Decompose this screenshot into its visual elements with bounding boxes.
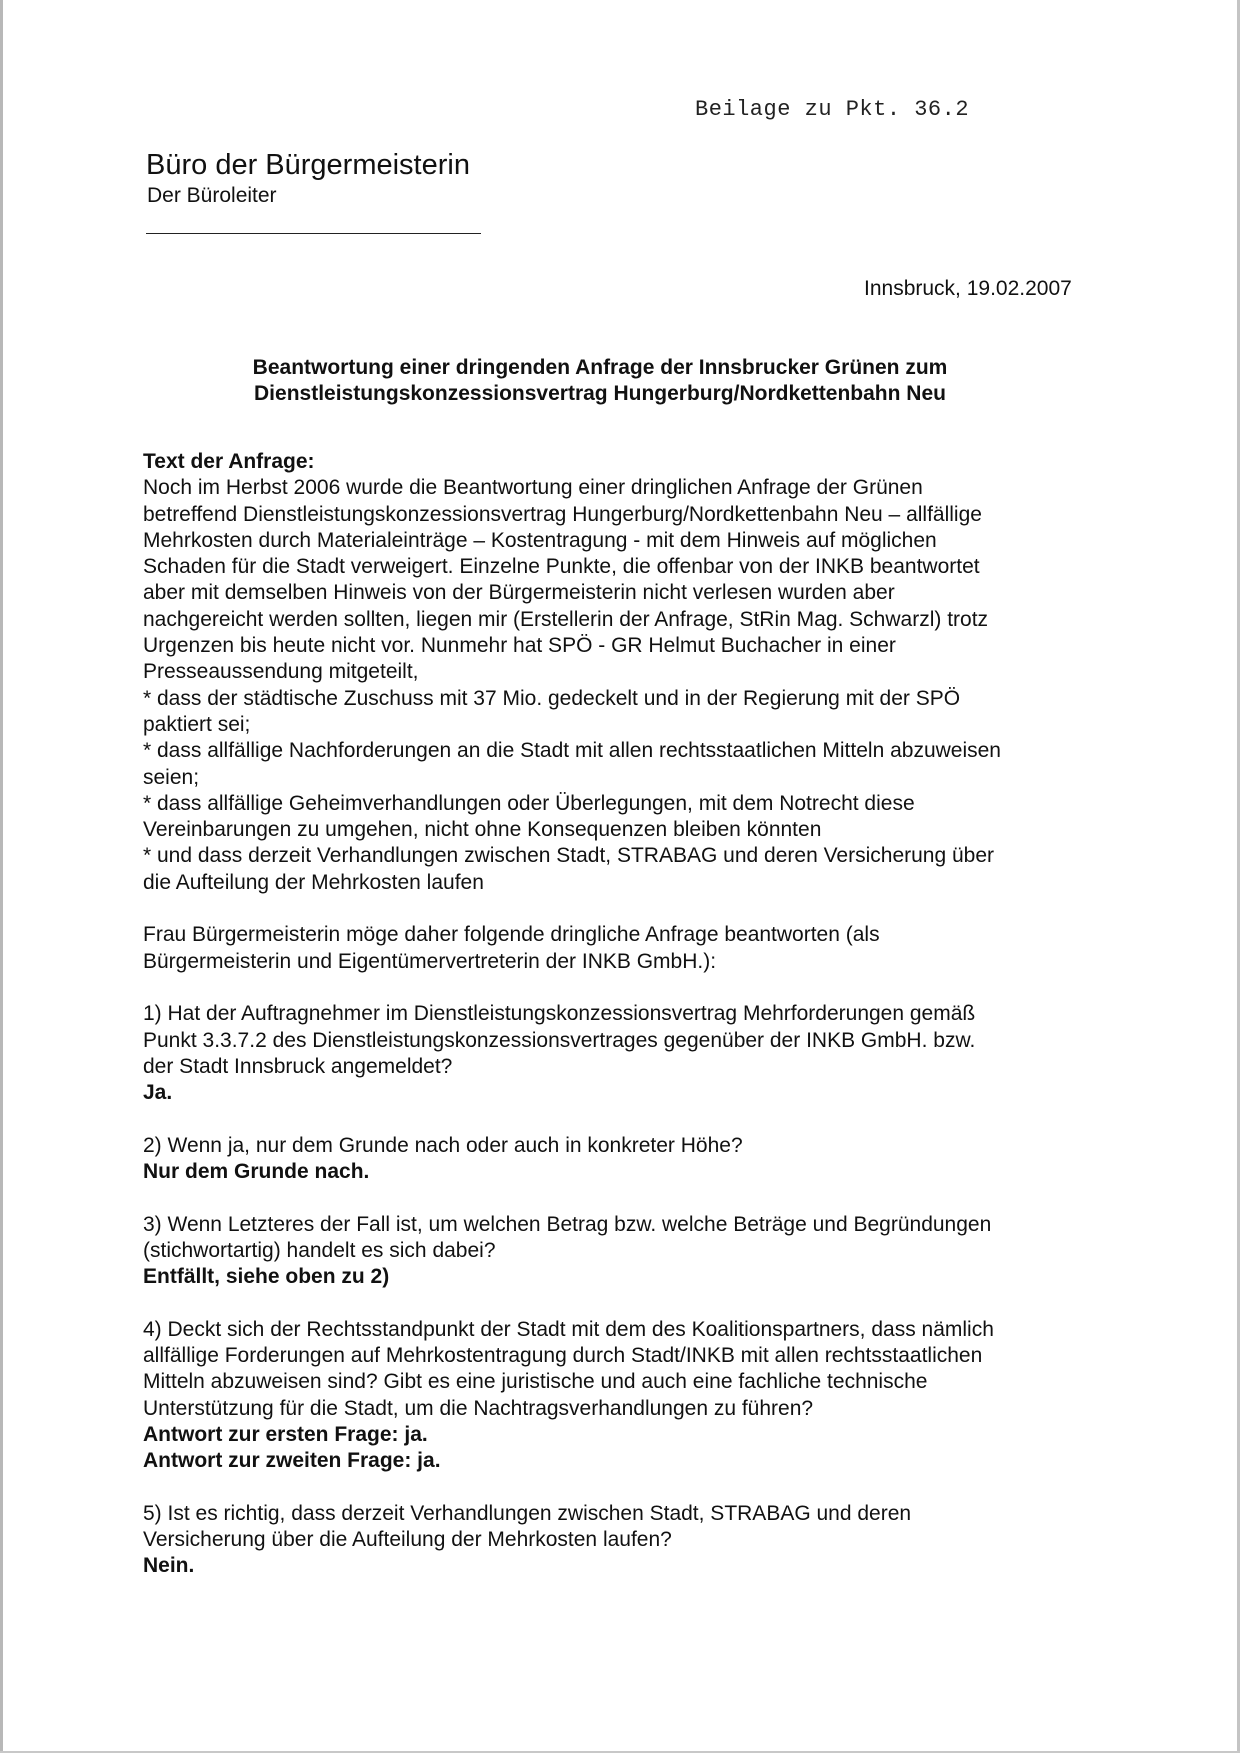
request-line: nachgereicht werden sollten, liegen mir (Erstellerin der Anfrage, StRin Mag. Schwarzl) trotz bbox=[143, 607, 989, 631]
question-line: (stichwortartig) handelt es sich dabei? bbox=[143, 1238, 496, 1262]
question-5 bbox=[143, 1501, 1143, 1580]
request-line: * dass allfällige Geheimverhandlungen oder Überlegungen, mit dem Notrecht diese bbox=[143, 791, 915, 815]
request-line: Mehrkosten durch Materialeinträge – Kostentragung - mit dem Hinweis auf möglichen bbox=[143, 528, 937, 552]
answer: Ja. bbox=[143, 1081, 173, 1105]
question-3 bbox=[143, 1212, 1143, 1291]
question-line: Punkt 3.3.7.2 des Dienstleistungskonzessionsvertrages gegenüber der INKB GmbH. bzw. bbox=[143, 1028, 976, 1052]
request-line: betreffend Dienstleistungskonzessionsvertrag Hungerburg/Nordkettenbahn Neu – allfällige bbox=[143, 502, 982, 526]
office-subtitle: Der Büroleiter bbox=[147, 184, 277, 207]
spacer bbox=[143, 1106, 1143, 1132]
signature-rule bbox=[146, 233, 481, 234]
spacer bbox=[143, 1291, 1143, 1317]
spacer bbox=[143, 1475, 1143, 1501]
request-line: Schaden für die Stadt verweigert. Einzelne Punkte, die offenbar von der INKB beantwortet bbox=[143, 555, 980, 579]
question-line: 5) Ist es richtig, dass derzeit Verhandlungen zwischen Stadt, STRABAG und deren bbox=[143, 1501, 912, 1525]
scan-edge-left bbox=[0, 0, 3, 1753]
question-line: 1) Hat der Auftragnehmer im Dienstleistungskonzessionsvertrag Mehrforderungen gemäß bbox=[143, 1002, 976, 1026]
request-line: * dass der städtische Zuschuss mit 37 Mio. gedeckelt und in der Regierung mit der SPÖ bbox=[143, 686, 961, 710]
intro-paragraph bbox=[143, 922, 1143, 975]
request-line: * und dass derzeit Verhandlungen zwischen Stadt, STRABAG und deren Versicherung über bbox=[143, 844, 995, 868]
document-title bbox=[200, 355, 1000, 407]
question-line: 2) Wenn ja, nur dem Grunde nach oder auch in konkreter Höhe? bbox=[143, 1133, 743, 1157]
question-line: allfällige Forderungen auf Mehrkostentragung durch Stadt/INKB mit allen rechtsstaatlichen bbox=[143, 1344, 983, 1368]
question-line: der Stadt Innsbruck angemeldet? bbox=[143, 1054, 453, 1078]
spacer bbox=[143, 1185, 1143, 1211]
request-line: paktiert sei; bbox=[143, 712, 251, 736]
request-line: * dass allfällige Nachforderungen an die Stadt mit allen rechtsstaatlichen Mitteln abzuweisen bbox=[143, 739, 1001, 763]
question-1 bbox=[143, 1001, 1143, 1106]
spacer bbox=[143, 896, 1143, 922]
request-heading: Text der Anfrage: bbox=[143, 450, 315, 473]
question-line: 4) Deckt sich der Rechtsstandpunkt der Stadt mit dem des Koalitionspartners, dass nämlich bbox=[143, 1317, 994, 1341]
request-line: Presseaussendung mitgeteilt, bbox=[143, 660, 419, 684]
request-line: Vereinbarungen zu umgehen, nicht ohne Konsequenzen bleiben könnten bbox=[143, 818, 822, 842]
answer: Nein. bbox=[143, 1554, 195, 1578]
answer: Antwort zur zweiten Frage: ja. bbox=[143, 1449, 441, 1473]
question-line: Mitteln abzuweisen sind? Gibt es eine juristische und auch eine fachliche technische bbox=[143, 1370, 928, 1394]
question-line: Versicherung über die Aufteilung der Mehrkosten laufen? bbox=[143, 1528, 672, 1552]
answer: Antwort zur ersten Frage: ja. bbox=[143, 1422, 428, 1446]
attachment-note: Beilage zu Pkt. 36.2 bbox=[695, 97, 970, 122]
question-line: Unterstützung für die Stadt, um die Nachtragsverhandlungen zu führen? bbox=[143, 1396, 814, 1420]
question-2 bbox=[143, 1133, 1143, 1186]
title-line-1: Beantwortung einer dringenden Anfrage der Innsbrucker Grünen zum bbox=[252, 356, 948, 379]
request-line: die Aufteilung der Mehrkosten laufen bbox=[143, 870, 484, 894]
intro-line: Bürgermeisterin und Eigentümervertreterin der INKB GmbH.): bbox=[143, 949, 717, 973]
request-line: Noch im Herbst 2006 wurde die Beantwortung einer dringlichen Anfrage der Grünen bbox=[143, 476, 923, 500]
answer: Entfällt, siehe oben zu 2) bbox=[143, 1265, 390, 1289]
answer: Nur dem Grunde nach. bbox=[143, 1160, 370, 1184]
request-text bbox=[143, 475, 1143, 896]
intro-line: Frau Bürgermeisterin möge daher folgende dringliche Anfrage beantworten (als bbox=[143, 923, 880, 947]
title-line-2: Dienstleistungskonzessionsvertrag Hungerburg/Nordkettenbahn Neu bbox=[254, 382, 946, 405]
place-date: Innsbruck, 19.02.2007 bbox=[864, 277, 1072, 300]
office-name: Büro der Bürgermeisterin bbox=[146, 149, 470, 181]
question-line: 3) Wenn Letzteres der Fall ist, um welchen Betrag bzw. welche Beträge und Begründungen bbox=[143, 1212, 992, 1236]
request-line: aber mit demselben Hinweis von der Bürgermeisterin nicht verlesen wurden aber bbox=[143, 581, 895, 605]
question-4 bbox=[143, 1317, 1143, 1475]
request-line: seien; bbox=[143, 765, 200, 789]
spacer bbox=[143, 975, 1143, 1001]
document-body bbox=[143, 449, 1143, 1580]
request-line: Urgenzen bis heute nicht vor. Nunmehr hat SPÖ - GR Helmut Buchacher in einer bbox=[143, 634, 896, 658]
